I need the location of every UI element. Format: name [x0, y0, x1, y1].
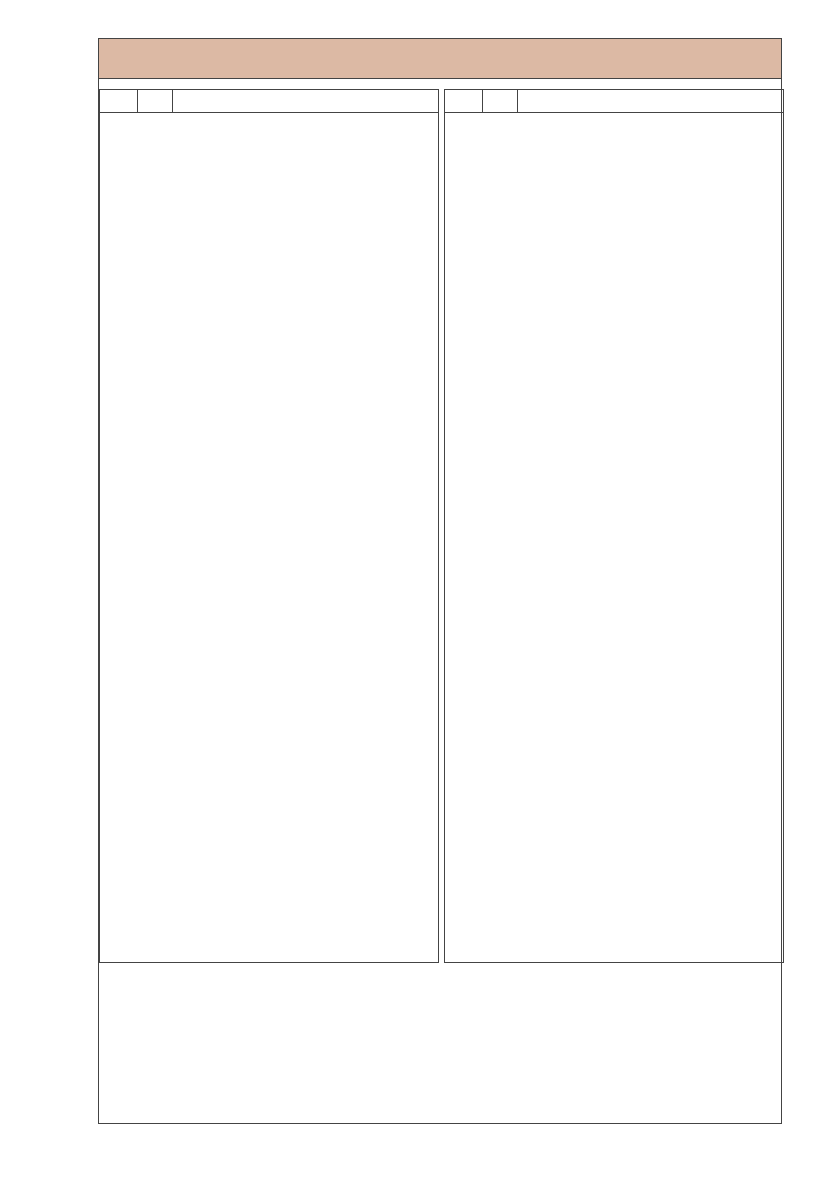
table-header-right	[445, 90, 783, 113]
header-events	[172, 90, 438, 112]
right-calendar-table	[444, 89, 784, 963]
header-events	[517, 90, 783, 112]
header-weekday	[137, 90, 173, 112]
header-day	[445, 90, 483, 112]
table-header-left	[100, 90, 438, 113]
header-day	[100, 90, 138, 112]
left-calendar-table	[99, 89, 439, 963]
schedule-sheet	[98, 38, 782, 1124]
page-title	[99, 39, 781, 79]
header-weekday	[482, 90, 518, 112]
